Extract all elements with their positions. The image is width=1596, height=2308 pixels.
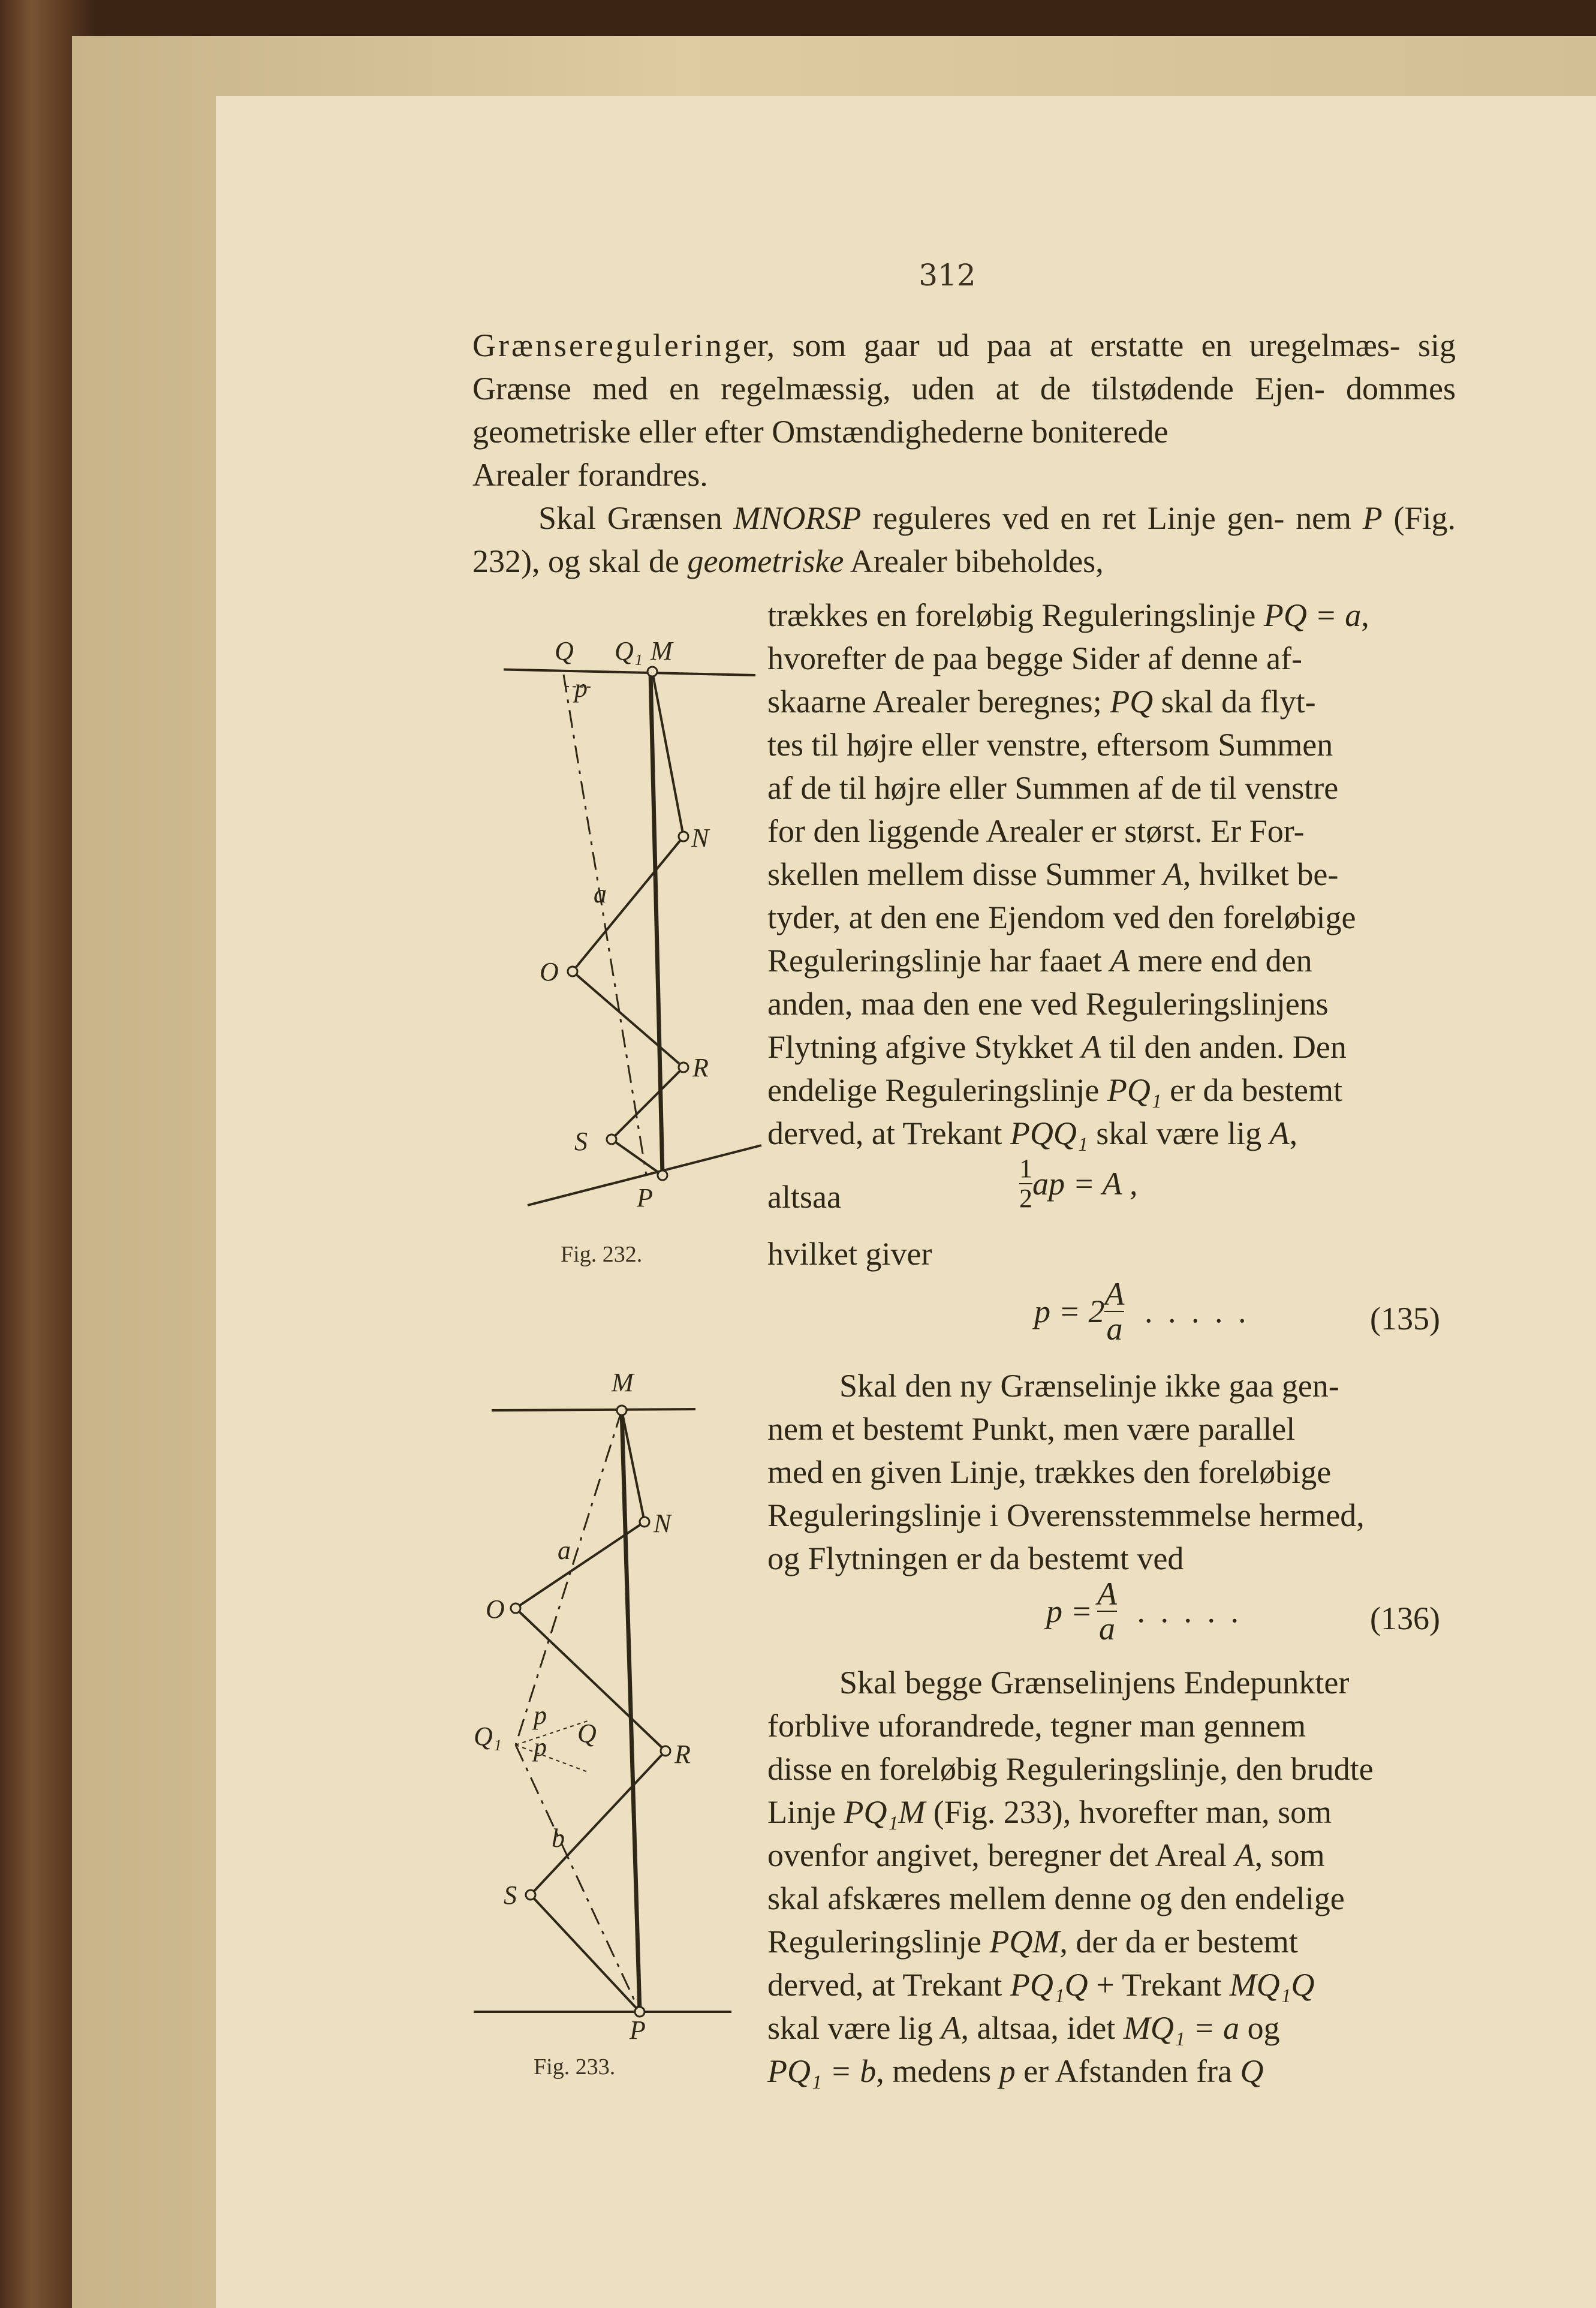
equation-136: p = $\frac{A}{a}$ . . . . .	[1046, 1576, 1242, 1647]
fig232-label-P: P	[637, 1183, 653, 1212]
fig233-label-b: b	[552, 1823, 565, 1853]
fig232-dashed-line	[564, 675, 646, 1175]
fig232-label-Q: Q	[555, 636, 574, 666]
fig232-label-S: S	[574, 1127, 588, 1156]
paragraph-1: Grænsereguleringer, som gaar ud paa at erstatte en uregelmæs- sig Grænse med en regelmæssig, uden at de tilstødende Ejen- dommes geometriske eller efter Omstændighederne boniterede Arealer forandres.	[472, 327, 1456, 493]
fig232-label-M: M	[651, 636, 673, 666]
fig233-label-M: M	[612, 1368, 634, 1397]
fig232-boundary-polyline	[573, 672, 683, 1175]
fig233-caption: Fig. 233.	[534, 2054, 616, 2080]
paragraph-2-start: Skal Grænsen MNORSP reguleres ved en ret Linje gen- nem P (Fig. 232), og skal de geometriske Arealer bibeholdes,	[472, 500, 1456, 579]
equation-number-136: (136)	[1370, 1600, 1440, 1636]
fig232-label-O: O	[540, 957, 559, 986]
fig233-label-O: O	[486, 1594, 505, 1624]
fig233-label-a: a	[558, 1536, 571, 1565]
equation-number-135: (135)	[1370, 1301, 1440, 1337]
text-column-fig232: trækkes en foreløbig Reguleringslinje PQ = a, hvorefter de paa begge Sider af denne af- skaarne Arealer beregnes; PQ skal da flyt- tes til højre eller venstre, eftersom Summen af de til højre eller Summen af de til venstre for den liggende Arealer er størst. Er For- skellen mellem disse Summer A, hvilket be- tyder, at den ene Ejendom ved den foreløbige Reguleringslinje har faaet A mere end den anden, maa den ene ved Reguleringslinjens Flytning afgive Stykket A til den anden. Den endelige Reguleringslinje PQ₁ er da bestemt derved, at Trekant PQQ₁ skal være lig A,	[767, 597, 1369, 1151]
fig232-label-p: p	[574, 673, 588, 703]
fig233-label-p2: p	[534, 1732, 547, 1762]
fig233-label-R: R	[674, 1740, 691, 1769]
fig233-dashed-lower	[516, 1745, 640, 2012]
equation-135: p = 2 $\frac{A}{a}$ . . . . .	[1034, 1276, 1250, 1347]
fig232-top-boundary	[504, 669, 755, 675]
fig232-label-Q1: Q₁	[615, 636, 643, 666]
fig232-caption: Fig. 232.	[561, 1242, 643, 1267]
fig232-label-R: R	[692, 1053, 709, 1082]
fig233-label-S: S	[504, 1880, 517, 1910]
paragraph-4: Skal begge Grænselinjens Endepunkter forblive uforandrede, tegner man gennem disse en foreløbig Reguleringslinje, den brudte Linje PQ₁M (Fig. 233), hvorefter man, som ovenfor angivet, beregner det Areal A, som skal afskæres mellem denne og den endelige Reguleringslinje PQM, der da er bestemt derved, at Trekant PQ₁Q + Trekant MQ₁Q skal være lig A, altsaa, idet MQ₁ = a og PQ₁ = b, medens p er Afstanden fra Q	[767, 1665, 1374, 2089]
fig232-label-N: N	[691, 823, 709, 853]
formula-half-ap: $\frac{1}{2}$ ap = A ,	[1019, 1154, 1138, 1213]
paragraph-3: Skal den ny Grænselinje ikke gaa gen- nem et bestemt Punkt, men være parallel med en given Linje, trækkes den foreløbige Reguleringslinje i Overensstemmelse hermed, og Flytningen er da bestemt ved	[767, 1368, 1365, 1576]
text-hvilket-giver: hvilket giver	[767, 1236, 932, 1272]
text-altsaa: altsaa	[767, 1179, 841, 1215]
text-block-top	[472, 324, 1456, 583]
fig233-label-p1: p	[534, 1701, 547, 1730]
figure-233	[468, 1361, 743, 2045]
figure-232	[504, 630, 767, 1229]
fig233-label-P: P	[630, 2015, 646, 2045]
fig233-top-boundary	[492, 1409, 695, 1410]
fig233-label-N: N	[654, 1509, 671, 1538]
fig233-label-Q1: Q₁	[474, 1722, 502, 1751]
page-number: 312	[919, 258, 976, 293]
fig233-p-marker-1	[516, 1721, 588, 1745]
fig233-label-Q: Q	[577, 1719, 597, 1748]
fig232-label-a: a	[594, 879, 607, 908]
